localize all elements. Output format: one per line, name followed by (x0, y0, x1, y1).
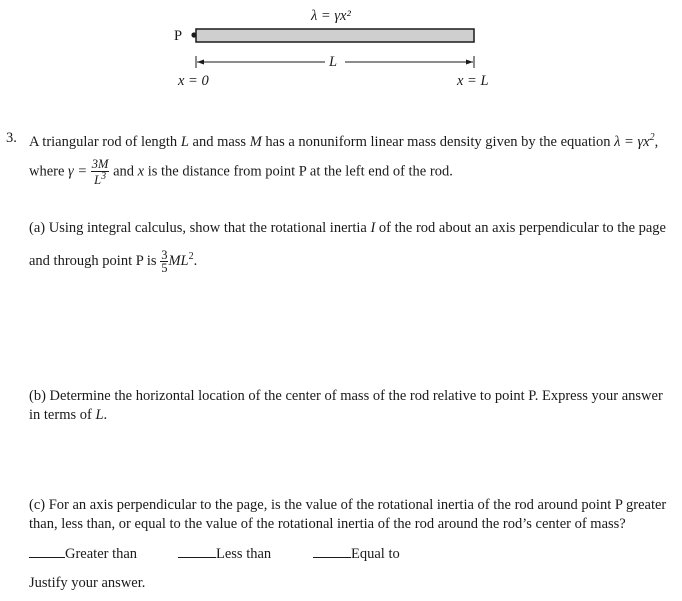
option-equal-to[interactable]: Equal to (313, 545, 400, 563)
option-less-than[interactable]: Less than (178, 545, 271, 563)
length-label: L (329, 54, 338, 70)
rod (196, 29, 474, 42)
option-greater-than[interactable]: Greater than (29, 545, 137, 563)
arrowhead-left (197, 60, 204, 65)
part-a-line1: (a) Using integral calculus, show that the rotational inertia I of the rod about an axis perpendicular to the page (29, 220, 666, 236)
density-equation-label: λ = γx² (311, 8, 351, 24)
part-b-line2: in terms of L. (29, 407, 108, 423)
answer-blank-less[interactable] (178, 557, 216, 558)
x-zero-label: x = 0 (178, 73, 209, 89)
justify-prompt: Justify your answer. (29, 575, 146, 591)
gamma-fraction: $\frac{3M}{L^3}$ (91, 157, 109, 187)
rod-diagram (185, 24, 485, 80)
point-p-label: P (174, 28, 183, 44)
answer-blank-greater[interactable] (29, 557, 65, 558)
part-c-line1: (c) For an axis perpendicular to the page, is the value of the rotational inertia of the rod around point P greater (29, 497, 667, 513)
problem-number: 3. (6, 130, 17, 146)
answer-blank-equal[interactable] (313, 557, 351, 558)
gamma-definition: where γ = $\frac{3M}{L^3}$ and x is the distance from point P at the left end of the rod. (29, 157, 453, 187)
density-equation: λ = γx (614, 133, 650, 150)
part-c-line2: than, less than, or equal to the value of the rotational inertia of the rod around the rod’s center of mass? (29, 516, 626, 532)
part-a-line2: and through point P is $\frac{3}{5}$ $ML^2$. (29, 247, 198, 275)
inertia-fraction: $\frac{3}{5}$ (161, 247, 168, 275)
part-b-line1: (b) Determine the horizontal location of the center of mass of the rod relative to point P. Express your answer (29, 388, 663, 404)
problem-intro: A triangular rod of length L and mass M has a nonuniform linear mass density given by the equation $\lambda = \gamma x^2$, (29, 132, 659, 150)
x-equals-l-label: x = L (457, 73, 489, 89)
arrowhead-right (466, 60, 473, 65)
